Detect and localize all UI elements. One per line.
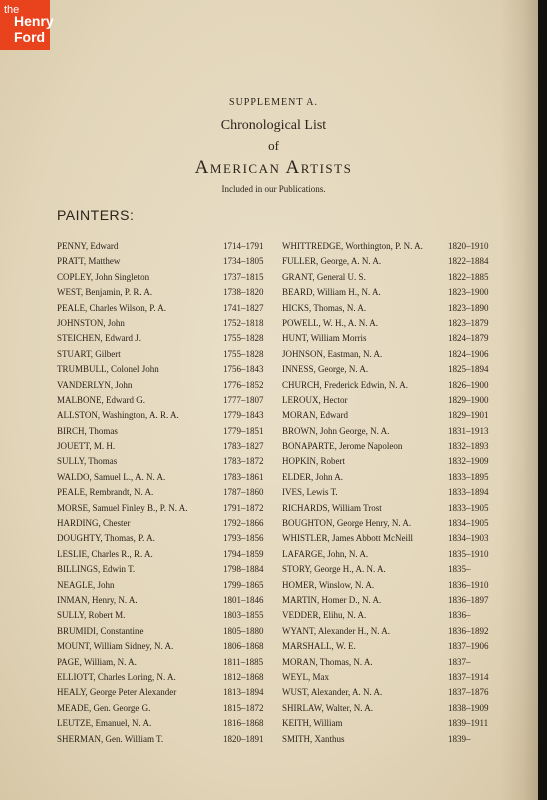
painter-name: MOUNT, William Sidney, N. A. — [57, 641, 174, 652]
painter-name: VEDDER, Elihu, N. A. — [282, 610, 367, 621]
painter-entry — [282, 303, 502, 318]
painter-entry — [282, 580, 502, 595]
painter-years: 1836–1910 — [448, 579, 489, 590]
painters-list-left — [57, 241, 277, 749]
painter-entry — [57, 410, 277, 425]
painter-entry — [57, 672, 277, 687]
painter-name: ALLSTON, Washington, A. R. A. — [57, 410, 179, 421]
painter-name: IVES, Lewis T. — [282, 487, 338, 498]
title-of: of — [268, 138, 279, 153]
painter-entry — [282, 687, 502, 702]
painter-years: 1791–1872 — [223, 502, 264, 513]
painter-years: 1832–1893 — [448, 441, 489, 452]
painter-entry — [57, 487, 277, 502]
painter-entry — [57, 333, 277, 348]
painter-years: 1811–1885 — [223, 656, 264, 667]
painter-years: 1835– — [448, 564, 471, 575]
painter-entry — [282, 472, 502, 487]
section-title-painters: PAINTERS: — [57, 207, 135, 223]
painter-entry — [57, 426, 277, 441]
painter-years: 1824–1906 — [448, 348, 489, 359]
painter-entry — [282, 426, 502, 441]
painter-years: 1824–1879 — [448, 333, 489, 344]
painter-name: STUART, Gilbert — [57, 348, 121, 359]
painter-entry — [57, 456, 277, 471]
painter-name: BIRCH, Thomas — [57, 425, 118, 436]
painter-name: WHISTLER, James Abbott McNeill — [282, 533, 413, 544]
painter-entry — [282, 610, 502, 625]
painter-entry — [57, 718, 277, 733]
painter-entry — [57, 272, 277, 287]
painter-years: 1823–1890 — [448, 302, 489, 313]
painter-name: LAFARGE, John, N. A. — [282, 548, 369, 559]
painter-years: 1826–1900 — [448, 379, 489, 390]
painter-name: MORSE, Samuel Finley B., P. N. A. — [57, 502, 188, 513]
painter-years: 1801–1846 — [223, 594, 264, 605]
painter-years: 1836–1892 — [448, 625, 489, 636]
painter-years: 1798–1884 — [223, 564, 264, 575]
painter-years: 1833–1895 — [448, 471, 489, 482]
painter-entry — [282, 364, 502, 379]
painter-name: HEALY, George Peter Alexander — [57, 687, 177, 698]
painter-entry — [57, 687, 277, 702]
painter-years: 1836– — [448, 610, 471, 621]
painter-name: PEALE, Charles Wilson, P. A. — [57, 302, 166, 313]
painter-years: 1812–1868 — [223, 671, 264, 682]
painter-entry — [282, 533, 502, 548]
painter-name: HOMER, Winslow, N. A. — [282, 579, 375, 590]
painter-entry — [282, 549, 502, 564]
logo-text-the: the — [4, 4, 20, 16]
painter-entry — [282, 703, 502, 718]
painter-years: 1836–1897 — [448, 594, 489, 605]
painter-name: CHURCH, Frederick Edwin, N. A. — [282, 379, 408, 390]
painter-name: ELDER, John A. — [282, 471, 344, 482]
painter-entry — [57, 641, 277, 656]
painter-name: TRUMBULL, Colonel John — [57, 364, 159, 375]
painter-entry — [57, 395, 277, 410]
painter-name: MORAN, Edward — [282, 410, 348, 421]
painter-name: STEICHEN, Edward J. — [57, 333, 141, 344]
painter-years: 1829–1901 — [448, 410, 489, 421]
painter-entry — [57, 503, 277, 518]
painter-name: WHITTREDGE, Worthington, P. N. A. — [282, 241, 423, 251]
painter-name: STORY, George H., A. N. A. — [282, 564, 386, 575]
painter-years: 1831–1913 — [448, 425, 489, 436]
painter-entry — [57, 380, 277, 395]
painter-entry — [282, 564, 502, 579]
painter-name: WYANT, Alexander H., N. A. — [282, 625, 391, 636]
painter-entry — [57, 303, 277, 318]
painter-name: SULLY, Thomas — [57, 456, 118, 467]
logo-text-henry: Henry — [14, 13, 54, 29]
painter-name: MEADE, Gen. George G. — [57, 702, 151, 713]
painter-years: 1832–1909 — [448, 456, 489, 467]
painter-years: 1783–1872 — [223, 456, 264, 467]
painter-years: 1777–1807 — [223, 394, 264, 405]
subtitle-included: Included in our Publications. — [221, 184, 326, 194]
painter-entry — [57, 318, 277, 333]
painter-years: 1793–1856 — [223, 533, 264, 544]
painter-entry — [57, 533, 277, 548]
painter-years: 1738–1820 — [223, 287, 264, 298]
painter-name: FULLER, George, A. N. A. — [282, 256, 382, 267]
painter-years: 1755–1828 — [223, 333, 264, 344]
painter-years: 1752–1818 — [223, 317, 264, 328]
painter-entry — [57, 626, 277, 641]
painter-years: 1756–1843 — [223, 364, 264, 375]
painter-name: WEYL, Max — [282, 671, 329, 682]
painter-name: VANDERLYN, John — [57, 379, 133, 390]
painter-name: LEUTZE, Emanuel, N. A. — [57, 718, 152, 729]
painter-entry — [282, 410, 502, 425]
painter-years: 1839– — [448, 733, 471, 744]
painter-entry — [57, 518, 277, 533]
painter-name: PEALE, Rembrandt, N. A. — [57, 487, 154, 498]
painter-entry — [57, 580, 277, 595]
painter-name: LEROUX, Hector — [282, 394, 348, 405]
painter-entry — [282, 318, 502, 333]
painter-name: MORAN, Thomas, N. A. — [282, 656, 373, 667]
painter-name: HARDING, Chester — [57, 518, 131, 529]
painter-years: 1806–1868 — [223, 641, 264, 652]
painter-years: 1734–1805 — [223, 256, 264, 267]
title-chronological-list: Chronological List — [220, 118, 327, 133]
painter-name: PAGE, William, N. A. — [57, 656, 137, 667]
painter-entry — [282, 272, 502, 287]
painter-years: 1829–1900 — [448, 394, 489, 405]
painter-entry — [282, 626, 502, 641]
painter-years: 1741–1827 — [223, 302, 264, 313]
painter-entry — [282, 456, 502, 471]
painter-years: 1837–1906 — [448, 641, 489, 652]
painter-years: 1779–1843 — [223, 410, 264, 421]
painter-entry — [57, 595, 277, 610]
painter-name: INMAN, Henry, N. A. — [57, 594, 138, 605]
painter-years: 1834–1905 — [448, 518, 489, 529]
painter-name: KEITH, William — [282, 718, 343, 729]
painter-entry — [282, 657, 502, 672]
painter-entry — [282, 380, 502, 395]
painter-entry — [57, 472, 277, 487]
painter-name: INNESS, George, N. A. — [282, 364, 369, 375]
painter-years: 1779–1851 — [223, 425, 264, 436]
painter-years: 1792–1866 — [223, 518, 264, 529]
painter-name: BROWN, John George, N. A. — [282, 425, 390, 436]
painter-years: 1839–1911 — [448, 718, 489, 729]
painter-name: HICKS, Thomas, N. A. — [282, 302, 367, 313]
painter-years: 1834–1903 — [448, 533, 489, 544]
painter-name: WUST, Alexander, A. N. A. — [282, 687, 383, 698]
painter-years: 1823–1900 — [448, 287, 489, 298]
painter-entry — [57, 610, 277, 625]
painter-name: POWELL, W. H., A. N. A. — [282, 317, 379, 328]
painter-entry — [57, 549, 277, 564]
painter-years: 1787–1860 — [223, 487, 264, 498]
painter-name: RICHARDS, William Trost — [282, 502, 382, 513]
painter-name: DOUGHTY, Thomas, P. A. — [57, 533, 155, 544]
painter-years: 1813–1894 — [223, 687, 264, 698]
painter-years: 1815–1872 — [223, 702, 264, 713]
painter-entry — [282, 241, 502, 256]
painter-entry — [282, 349, 502, 364]
painter-years: 1776–1852 — [223, 379, 264, 390]
painter-name: HUNT, William Morris — [282, 333, 367, 344]
painter-entry — [57, 657, 277, 672]
painter-name: COPLEY, John Singleton — [57, 271, 150, 282]
painter-name: BILLINGS, Edwin T. — [57, 564, 136, 575]
painter-name: BOUGHTON, George Henry, N. A. — [282, 518, 412, 529]
painter-years: 1823–1879 — [448, 317, 489, 328]
painter-name: BEARD, William H., N. A. — [282, 287, 381, 298]
painter-name: HOPKIN, Robert — [282, 456, 345, 467]
painter-name: JOHNSON, Eastman, N. A. — [282, 348, 383, 359]
painter-entry — [282, 395, 502, 410]
painter-name: BONAPARTE, Jerome Napoleon — [282, 441, 403, 452]
painter-entry — [282, 487, 502, 502]
painter-entry — [57, 241, 277, 256]
painter-entry — [282, 441, 502, 456]
painter-entry — [57, 364, 277, 379]
painter-years: 1799–1865 — [223, 579, 264, 590]
painter-years: 1714–1791 — [223, 241, 264, 251]
painter-name: PENNY, Edward — [57, 241, 119, 251]
painter-years: 1822–1885 — [448, 271, 489, 282]
logo-text-ford: Ford — [14, 29, 46, 45]
painter-name: WEST, Benjamin, P. R. A. — [57, 287, 153, 298]
painter-years: 1837–1914 — [448, 671, 489, 682]
painter-entry — [57, 349, 277, 364]
painter-name: PRATT, Matthew — [57, 256, 121, 267]
painter-entry — [282, 718, 502, 733]
painter-years: 1783–1827 — [223, 441, 264, 452]
painter-name: SHERMAN, Gen. William T. — [57, 733, 164, 744]
painter-years: 1822–1884 — [448, 256, 489, 267]
painter-years: 1816–1868 — [223, 718, 264, 729]
painter-years: 1835–1910 — [448, 548, 489, 559]
painter-entry — [282, 287, 502, 302]
painter-entry — [57, 441, 277, 456]
painter-name: NEAGLE, John — [57, 579, 115, 590]
painter-name: MARSHALL, W. E. — [282, 641, 356, 652]
painter-years: 1803–1855 — [223, 610, 264, 621]
painter-years: 1837– — [448, 656, 471, 667]
painter-years: 1794–1859 — [223, 548, 264, 559]
painter-years: 1820–1910 — [448, 241, 489, 251]
painter-entry — [282, 641, 502, 656]
painter-years: 1783–1861 — [223, 471, 264, 482]
painter-entry — [57, 287, 277, 302]
supplement-heading: SUPPLEMENT A. — [229, 97, 318, 108]
painter-entry — [282, 672, 502, 687]
painter-name: WALDO, Samuel L., A. N. A. — [57, 471, 166, 482]
painter-entry — [57, 734, 277, 749]
painter-years: 1833–1894 — [448, 487, 489, 498]
painter-entry — [57, 703, 277, 718]
painter-years: 1825–1894 — [448, 364, 489, 375]
henry-ford-logo — [0, 0, 54, 50]
painter-name: GRANT, General U. S. — [282, 271, 366, 282]
painter-years: 1838–1909 — [448, 702, 489, 713]
painter-entry — [282, 518, 502, 533]
painter-name: ELLIOTT, Charles Loring, N. A. — [57, 671, 176, 682]
painter-entry — [282, 503, 502, 518]
painter-years: 1737–1815 — [223, 271, 264, 282]
painter-entry — [282, 256, 502, 271]
painter-years: 1805–1880 — [223, 625, 264, 636]
painter-name: LESLIE, Charles R., R. A. — [57, 548, 153, 559]
painter-name: JOUETT, M. H. — [57, 441, 116, 452]
painters-list-right — [282, 241, 502, 749]
painter-name: SMITH, Xanthus — [282, 733, 345, 744]
painter-entry — [282, 333, 502, 348]
painter-years: 1837–1876 — [448, 687, 489, 698]
painter-name: JOHNSTON, John — [57, 317, 125, 328]
painter-entry — [57, 256, 277, 271]
painter-entry — [282, 595, 502, 610]
painter-years: 1755–1828 — [223, 348, 264, 359]
painter-name: MALBONE, Edward G. — [57, 394, 145, 405]
painter-years: 1833–1905 — [448, 502, 489, 513]
painter-name: SHIRLAW, Walter, N. A. — [282, 702, 373, 713]
painter-entry — [282, 734, 502, 749]
painter-name: SULLY, Robert M. — [57, 610, 126, 621]
painter-entry — [57, 564, 277, 579]
title-american-artists: American Artists — [194, 157, 353, 178]
painter-name: BRUMIDI, Constantine — [57, 625, 144, 636]
painter-years: 1820–1891 — [223, 733, 264, 744]
painter-name: MARTIN, Homer D., N. A. — [282, 594, 382, 605]
